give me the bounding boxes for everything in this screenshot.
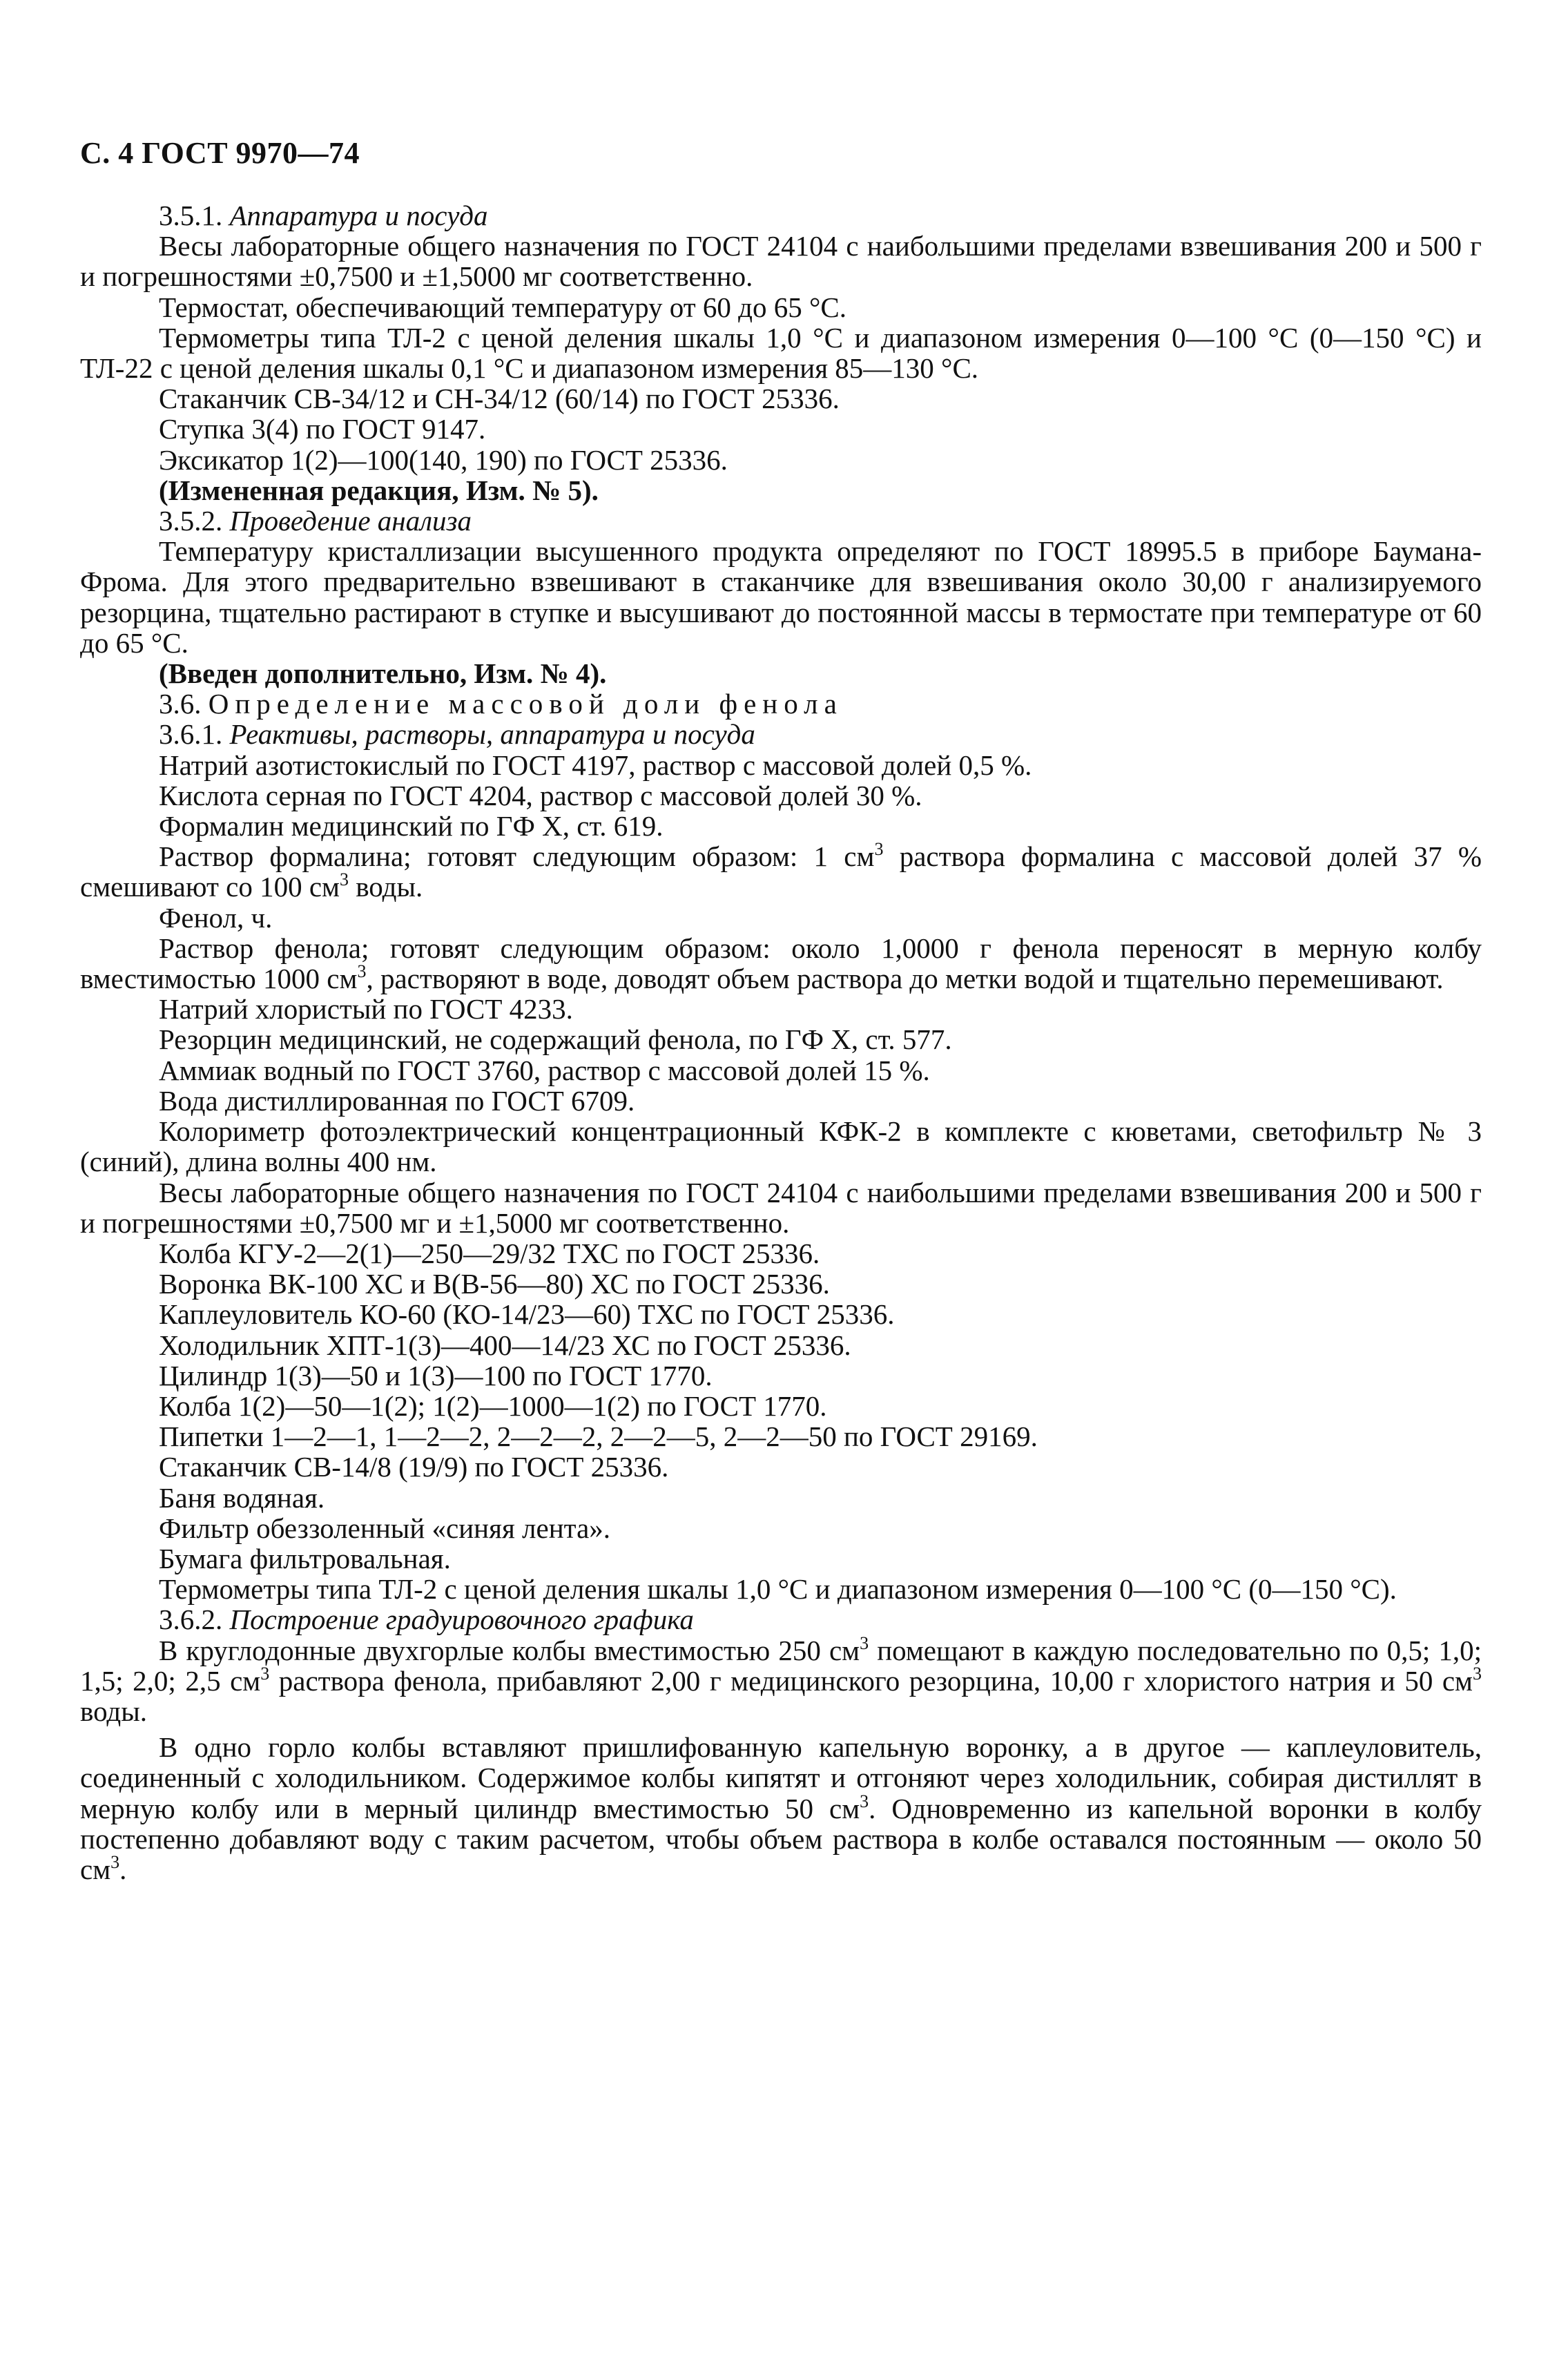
- amendment-note: (Введен дополнительно, Изм. № 4).: [159, 657, 607, 690]
- paragraph: Каплеуловитель КО-60 (КО-14/23—60) ТХС по ГОСТ 25336.: [159, 1298, 895, 1331]
- paragraph: Фильтр обеззоленный «синяя лента».: [159, 1512, 611, 1544]
- section-3-6-heading: 3.6. Определение массовой доли фенола: [159, 688, 843, 720]
- paragraph: Стаканчик СВ-14/8 (19/9) по ГОСТ 25336.: [159, 1451, 669, 1483]
- paragraph: Воронка ВК-100 ХС и В(В-56—80) ХС по ГОСТ 25336.: [159, 1268, 830, 1300]
- paragraph: Раствор фенола; готовят следующим образом: около 1,0000 г фенола переносят в мерную колбу вместимостью 1000 $см^3$, растворяют в воде, доводят объем раствора до метки водой и тщательно перемешивают.: [80, 932, 1482, 995]
- paragraph: Кислота серная по ГОСТ 4204, раствор с массовой долей 30 %.: [159, 779, 922, 811]
- section-3-6-1-heading: 3.6.1. Реактивы, растворы, аппаратура и посуда: [159, 718, 755, 751]
- paragraph: Термометры типа ТЛ-2 с ценой деления шкалы 1,0 °С и диапазоном измерения 0—100 °С (0—150 °С) и ТЛ-22 с ценой деления шкалы 0,1 °С и диапазоном измерения 85—130 °С.: [80, 321, 1482, 385]
- paragraph: Раствор формалина; готовят следующим образом: 1 $см^3$ раствора формалина с массовой долей 37 % смешивают со 100 $см^3$ воды.: [80, 839, 1482, 903]
- amendment-note: (Измененная редакция, Изм. № 5).: [159, 474, 599, 506]
- paragraph: Весы лабораторные общего назначения по ГОСТ 24104 с наибольшими пределами взвешивания 200 и 500 г и погрешностями ±0,7500 мг и ±1,5000 мг соответственно.: [80, 1176, 1482, 1239]
- section-3-5-1-heading: 3.5.1. Аппаратура и посуда: [159, 200, 488, 231]
- paragraph: Температуру кристаллизации высушенного продукта определяют по ГОСТ 18995.5 в приборе Баумана-Фрома. Для этого предварительно взвешивают в стаканчике для взвешивания около 30,00 г анализируемого резорцина, тщательно растирают в ступке и высушивают до постоянной массы в термостате при температуре от 60 до 65 °С.: [80, 535, 1482, 659]
- paragraph: В одно горло колбы вставляют пришлифованную капельную воронку, а в другое — каплеуловитель, соединенный с холодильником. Содержимое колбы кипятят и отгоняют через холодильник, собирая дистиллят в мерную колбу или в мерный цилиндр вместимостью 50 $см^3$. Одновременно из капельной воронки в колбу постепенно добавляют воду с таким расчетом, чтобы объем раствора в колбе оставался постоянным — около 50 $см^3$.: [80, 1731, 1482, 1885]
- paragraph: Холодильник ХПТ-1(3)—400—14/23 ХС по ГОСТ 25336.: [159, 1329, 851, 1361]
- page-header: С. 4 ГОСТ 9970—74: [80, 136, 360, 170]
- section-3-5-2-heading: 3.5.2. Проведение анализа: [159, 505, 472, 537]
- paragraph: Стаканчик СВ-34/12 и СН-34/12 (60/14) по ГОСТ 25336.: [159, 383, 840, 415]
- paragraph: Аммиак водный по ГОСТ 3760, раствор с массовой долей 15 %.: [159, 1054, 930, 1086]
- paragraph: Термостат, обеспечивающий температуру от 60 до 65 °С.: [159, 291, 847, 323]
- paragraph: Вода дистиллированная по ГОСТ 6709.: [159, 1084, 635, 1117]
- document-body: [80, 200, 1482, 1885]
- paragraph: Колориметр фотоэлектрический концентрационный КФК-2 в комплекте с кюветами, светофильтр № 3 (синий), длина волны 400 нм.: [80, 1115, 1482, 1178]
- paragraph: Натрий хлористый по ГОСТ 4233.: [159, 993, 573, 1025]
- paragraph: Эксикатор 1(2)—100(140, 190) по ГОСТ 25336.: [159, 443, 728, 476]
- paragraph: Пипетки 1—2—1, 1—2—2, 2—2—2, 2—2—5, 2—2—50 по ГОСТ 29169.: [159, 1420, 1038, 1453]
- paragraph: Баня водяная.: [159, 1481, 325, 1514]
- paragraph: Термометры типа ТЛ-2 с ценой деления шкалы 1,0 °С и диапазоном измерения 0—100 °С (0—150 °С).: [159, 1573, 1397, 1606]
- section-3-6-2-heading: 3.6.2. Построение градуировочного графика: [159, 1603, 694, 1636]
- paragraph: Весы лабораторные общего назначения по ГОСТ 24104 с наибольшими пределами взвешивания 200 и 500 г и погрешностями ±0,7500 и ±1,5000 мг соответственно.: [80, 230, 1482, 293]
- paragraph: Фенол, ч.: [159, 901, 273, 934]
- paragraph: Ступка 3(4) по ГОСТ 9147.: [159, 413, 486, 445]
- paragraph: Натрий азотистокислый по ГОСТ 4197, раствор с массовой долей 0,5 %.: [159, 749, 1032, 781]
- paragraph: В круглодонные двухгорлые колбы вместимостью 250 $см^3$ помещают в каждую последовательно по 0,5; 1,0; 1,5; 2,0; 2,5 $см^3$ раствора фенола, прибавляют 2,00 г медицинского резорцина, 10,00 г хлористого натрия и 50 $см^3$ воды.: [80, 1632, 1482, 1727]
- paragraph: Цилиндр 1(3)—50 и 1(3)—100 по ГОСТ 1770.: [159, 1359, 713, 1391]
- paragraph: Колба КГУ-2—2(1)—250—29/32 ТХС по ГОСТ 25336.: [159, 1237, 820, 1269]
- paragraph: Резорцин медицинский, не содержащий фенола, по ГФ Х, ст. 577.: [159, 1023, 952, 1056]
- paragraph: Колба 1(2)—50—1(2); 1(2)—1000—1(2) по ГОСТ 1770.: [159, 1389, 827, 1422]
- paragraph: Бумага фильтровальная.: [159, 1542, 451, 1574]
- paragraph: Формалин медицинский по ГФ Х, ст. 619.: [159, 810, 664, 842]
